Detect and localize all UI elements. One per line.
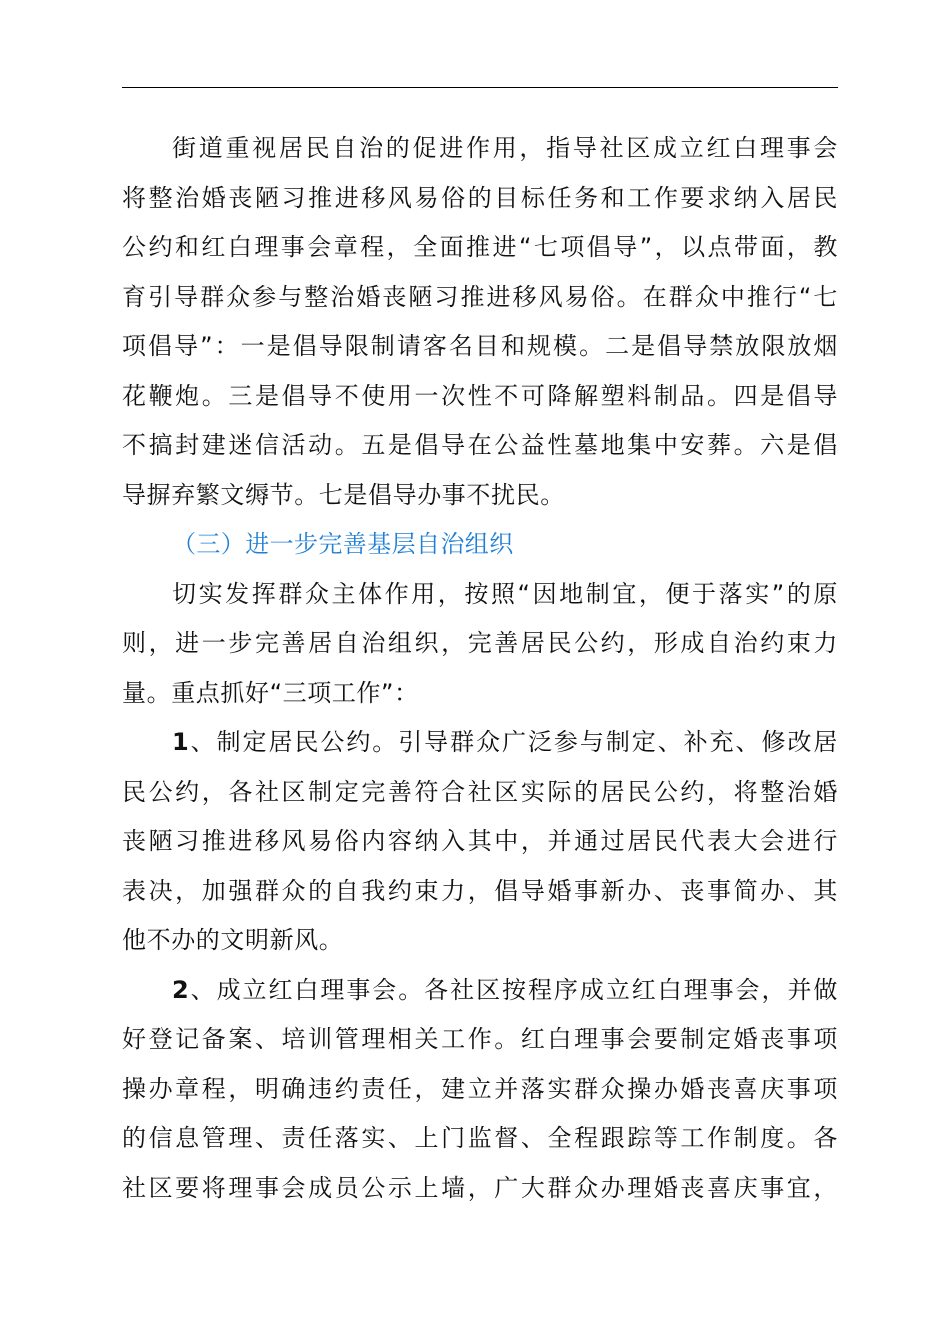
paragraph-line: 好登记备案、培训管理相关工作。红白理事会要制定婚丧事项 bbox=[122, 1025, 838, 1053]
section-heading: （三）进一步完善基层自治组织 bbox=[172, 530, 514, 558]
paragraph-line: 社区要将理事会成员公示上墙，广大群众办理婚丧喜庆事宜， bbox=[122, 1173, 838, 1202]
list-item-resident-convention bbox=[122, 718, 838, 966]
paragraph-line: 表决，加强群众的自我约束力，倡导婚事新办、丧事简办、其 bbox=[122, 876, 838, 905]
header-rule bbox=[122, 87, 838, 88]
paragraph-line bbox=[122, 966, 838, 1016]
paragraph-line: 丧陋习推进移风易俗内容纳入其中，并通过居民代表大会进行 bbox=[122, 827, 838, 855]
paragraph-line: 花鞭炮。三是倡导不使用一次性不可降解塑料制品。四是倡导 bbox=[122, 381, 838, 410]
paragraph-self-governance bbox=[122, 570, 838, 719]
paragraph-line: 量。重点抓好“三项工作”： bbox=[122, 678, 419, 707]
item-first-line-text: 、制定居民公约。引导群众广泛参与制定、补充、修改居 bbox=[189, 728, 838, 756]
paragraph-line: 导摒弃繁文缛节。七是倡导办事不扰民。 bbox=[122, 480, 565, 509]
paragraph-line: 不搞封建迷信活动。五是倡导在公益性墓地集中安葬。六是倡 bbox=[122, 431, 838, 459]
paragraph-line: 将整治婚丧陋习推进移风易俗的目标任务和工作要求纳入居民 bbox=[122, 183, 838, 212]
paragraph-line bbox=[122, 718, 838, 768]
list-item-council bbox=[122, 966, 838, 1214]
paragraph-line: 操办章程，明确违约责任，建立并落实群众操办婚丧喜庆事项 bbox=[122, 1074, 838, 1103]
paragraph-line: 项倡导”：一是倡导限制请客名目和规模。二是倡导禁放限放烟 bbox=[122, 332, 838, 360]
item-number: 1 bbox=[172, 728, 190, 756]
paragraph-line: 公约和红白理事会章程，全面推进“七项倡导”，以点带面，教 bbox=[122, 233, 838, 261]
document-body bbox=[122, 124, 838, 1213]
item-first-line-text: 、成立红白理事会。各社区按程序成立红白理事会，并做 bbox=[189, 975, 838, 1004]
paragraph-line: 他不办的文明新风。 bbox=[122, 926, 344, 954]
item-number: 2 bbox=[172, 975, 190, 1004]
paragraph-line: 则，进一步完善居自治组织，完善居民公约，形成自治约束力 bbox=[122, 629, 838, 657]
paragraph-line: 育引导群众参与整治婚丧陋习推进移风易俗。在群众中推行“七 bbox=[122, 282, 838, 311]
paragraph-line: 民公约，各社区制定完善符合社区实际的居民公约，将整治婚 bbox=[122, 777, 838, 806]
paragraph-line: 街道重视居民自治的促进作用，指导社区成立红白理事会 bbox=[172, 134, 838, 162]
paragraph-line: 切实发挥群众主体作用，按照“因地制宜，便于落实”的原 bbox=[172, 579, 838, 608]
paragraph-seven-advocacies bbox=[122, 124, 838, 520]
paragraph-line: 的信息管理、责任落实、上门监督、全程跟踪等工作制度。各 bbox=[122, 1124, 838, 1152]
